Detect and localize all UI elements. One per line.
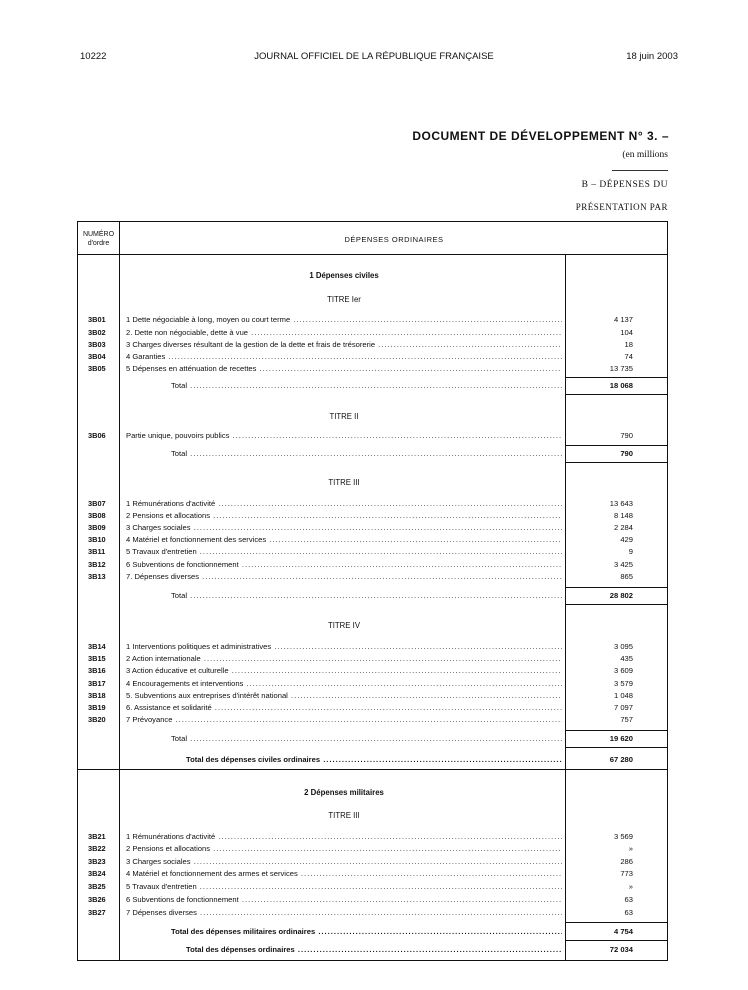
total-rule [565,394,667,395]
row-number: 3B22 [88,844,106,853]
total-rule [565,747,667,748]
row-value: » [628,844,633,853]
row-number: 3B27 [88,908,106,917]
row-label: 7 Dépenses diverses ..... [126,906,562,919]
table-row [78,570,667,583]
row-number: 3B19 [88,703,106,712]
total-rule [565,377,667,378]
row-number: 3B24 [88,869,106,878]
total-value: 18 068 [609,381,633,390]
grand-total-value: 67 280 [609,755,633,764]
row-number: 3B11 [88,547,106,556]
table-row [78,880,667,893]
row-number: 3B05 [88,364,106,373]
row-label: 4 Garanties ..... [126,350,562,363]
total-rule [565,730,667,731]
row-number: 3B04 [88,352,106,361]
table-row [78,429,667,442]
row-number: 3B03 [88,340,106,349]
row-value: 4 137 [613,315,633,324]
row-number: 3B13 [88,572,106,581]
ordinary-total-label: Total des dépenses ordinaires ..... [186,943,562,956]
grand-total-label: Total des dépenses civiles ordinaires ..... [186,753,562,766]
row-number: 3B07 [88,499,106,508]
row-value: 2 284 [613,523,633,532]
row-label: 5 Dépenses en atténuation de recettes ..... [126,362,562,375]
row-value: 757 [620,715,633,724]
row-label: 2 Action internationale ..... [126,652,562,665]
row-value: 435 [620,654,633,663]
row-number: 3B02 [88,328,106,337]
row-value: 773 [620,869,633,878]
total-value: 19 620 [609,734,633,743]
row-label: 3 Charges diverses résultant de la gestion de la dette et frais de trésorerie ..... [126,338,562,351]
row-label: 1 Rémunérations d'activité ..... [126,497,562,510]
row-value: » [628,882,633,891]
column-header-number: NUMÉRO d'ordre [82,231,115,247]
total-row [78,447,667,460]
titre-heading: TITRE Ier [327,295,361,304]
row-value: 865 [620,572,633,581]
header-rule [78,254,667,255]
row-value: 3 609 [613,666,633,675]
row-label: 2. Dette non négociable, dette à vue ..... [126,326,562,339]
titre-heading: TITRE IV [327,621,361,630]
journal-title: JOURNAL OFFICIEL DE LA RÉPUBLIQUE FRANÇAISE [254,51,494,62]
row-number: 3B08 [88,511,106,520]
total-rule [565,462,667,463]
total-rule [565,940,667,941]
row-value: 18 [624,340,633,349]
row-label: 3 Action éducative et culturelle ..... [126,664,562,677]
row-number: 3B15 [88,654,106,663]
total-rule [565,587,667,588]
row-number: 3B17 [88,679,106,688]
row-number: 3B26 [88,895,106,904]
total-label: Total ..... [171,447,562,460]
table-row [78,867,667,880]
row-label: 5 Travaux d'entretien ..... [126,545,562,558]
row-number: 3B25 [88,882,106,891]
total-row [78,589,667,602]
military-total-label: Total des dépenses militaires ordinaires ..... [171,925,562,938]
titre-heading: TITRE III [328,811,360,820]
row-value: 3 569 [613,832,633,841]
part-heading-military: 2 Dépenses militaires [304,788,384,797]
row-value: 790 [620,431,633,440]
table-row [78,664,667,677]
ordinary-total-row [78,943,667,956]
row-value: 63 [624,908,633,917]
table-row [78,842,667,855]
row-value: 9 [628,547,633,556]
total-value: 790 [620,449,633,458]
row-label: 1 Interventions politiques et administratives ..... [126,640,562,653]
row-label: 2 Pensions et allocations ..... [126,509,562,522]
units-rule [612,170,668,171]
total-row [78,732,667,745]
row-label: 7. Dépenses diverses ..... [126,570,562,583]
row-number: 3B14 [88,642,106,651]
row-label: 4 Matériel et fonctionnement des armes et services ..... [126,867,562,880]
military-total-row [78,925,667,938]
row-label: Partie unique, pouvoirs publics ..... [126,429,562,442]
row-label: 2 Pensions et allocations ..... [126,842,562,855]
total-label: Total ..... [171,732,562,745]
row-label: 6. Assistance et solidarité ..... [126,701,562,714]
row-value: 63 [624,895,633,904]
row-value: 3 579 [613,679,633,688]
total-label: Total ..... [171,589,562,602]
column-header-depenses: DÉPENSES ORDINAIRES [344,235,444,244]
section-heading: B – DÉPENSES DU [581,180,668,190]
row-label: 7 Prévoyance ..... [126,713,562,726]
table-row [78,906,667,919]
row-value: 8 148 [613,511,633,520]
table-row [78,545,667,558]
military-total-value: 4 754 [613,927,633,936]
row-label: 4 Matériel et fonctionnement des services ..... [126,533,562,546]
table-row [78,893,667,906]
document-title: DOCUMENT DE DÉVELOPPEMENT N° 3. – [412,129,669,143]
row-label: 5. Subventions aux entreprises d'intérêt national ..... [126,689,562,702]
page-number: 10222 [80,51,107,62]
total-rule [565,604,667,605]
row-label: 6 Subventions de fonctionnement ..... [126,558,562,571]
row-value: 7 097 [613,703,633,712]
row-number: 3B21 [88,832,106,841]
table-row [78,313,667,326]
row-number: 3B09 [88,523,106,532]
row-label: 1 Rémunérations d'activité ..... [126,830,562,843]
grand-total-row [78,753,667,766]
units-note: (en millions [622,150,668,160]
row-number: 3B23 [88,857,106,866]
row-value: 74 [624,352,633,361]
row-value: 13 735 [609,364,633,373]
section-rule [78,769,667,770]
row-number: 3B20 [88,715,106,724]
row-label: 6 Subventions de fonctionnement ..... [126,893,562,906]
row-value: 286 [620,857,633,866]
row-value: 1 048 [613,691,633,700]
titre-heading: TITRE III [328,478,360,487]
total-value: 28 802 [609,591,633,600]
row-label: 3 Charges sociales ..... [126,521,562,534]
row-label: 4 Encouragements et interventions ..... [126,677,562,690]
row-label: 5 Travaux d'entretien ..... [126,880,562,893]
row-number: 3B01 [88,315,106,324]
total-label: Total ..... [171,379,562,392]
publication-date: 18 juin 2003 [626,51,678,62]
row-number: 3B06 [88,431,106,440]
row-label: 3 Charges sociales ..... [126,855,562,868]
row-number: 3B12 [88,560,106,569]
row-value: 13 643 [609,499,633,508]
table-row [78,713,667,726]
row-value: 3 095 [613,642,633,651]
presentation-subheading: PRÉSENTATION PAR [575,202,668,212]
titre-heading: TITRE II [329,412,359,421]
row-value: 429 [620,535,633,544]
row-number: 3B16 [88,666,106,675]
row-value: 3 425 [613,560,633,569]
table-row [78,362,667,375]
row-number: 3B18 [88,691,106,700]
total-rule [565,445,667,446]
ordinary-total-value: 72 034 [609,945,633,954]
row-value: 104 [620,328,633,337]
row-label: 1 Dette négociable à long, moyen ou court terme ..... [126,313,562,326]
total-rule [565,922,667,923]
row-number: 3B10 [88,535,106,544]
total-row [78,379,667,392]
expenditure-table [77,221,668,961]
part-heading-civil: 1 Dépenses civiles [309,271,379,280]
